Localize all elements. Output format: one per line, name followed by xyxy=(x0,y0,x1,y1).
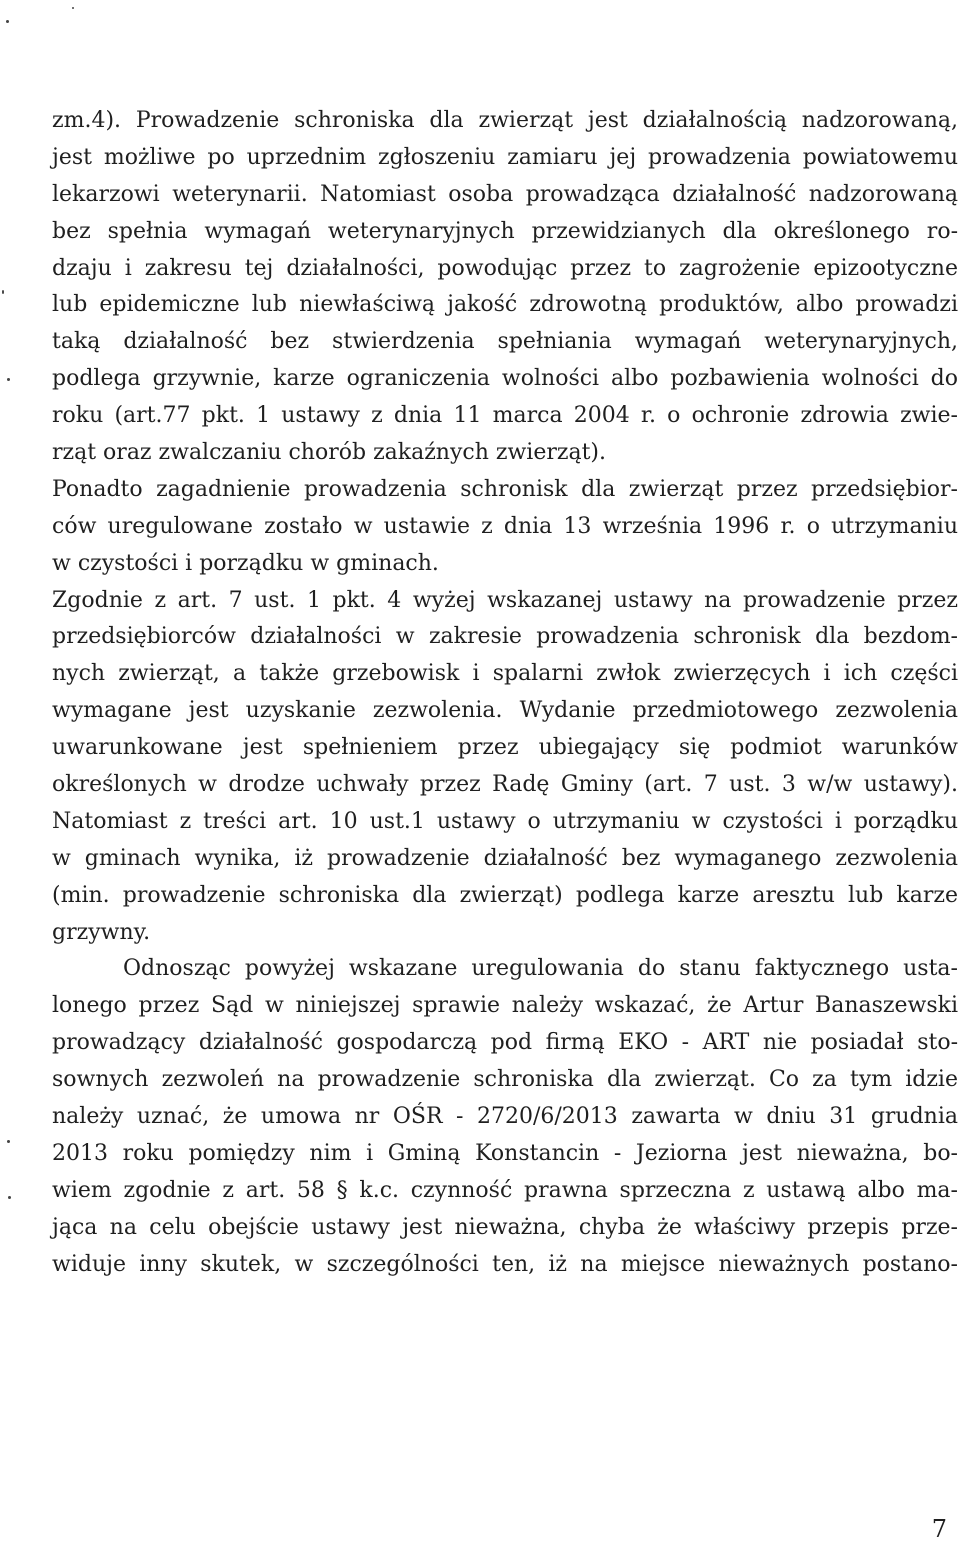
text-line: określonych w drodze uchwały przez Radę Gminy (art. 7 ust. 3 w/w ustawy). xyxy=(52,772,958,798)
text-line: w gminach wynika, iż prowadzenie działalność bez wymaganego zezwolenia xyxy=(52,845,958,871)
text-line: lonego przez Sąd w niniejszej sprawie należy wskazać, że Artur Banaszewski xyxy=(52,993,958,1019)
text-line: ców uregulowane zostało w ustawie z dnia 13 września 1996 r. o utrzymaniu xyxy=(52,513,958,539)
text-line: lub epidemiczne lub niewłaściwą jakość zdrowotną produktów, albo prowadzi xyxy=(52,292,958,318)
text-line: jąca na celu obejście ustawy jest nieważna, chyba że właściwy przepis prze- xyxy=(52,1214,958,1240)
text-line: nych zwierząt, a także grzebowisk i spalarni zwłok zwierzęcych i ich części xyxy=(52,661,958,687)
text-line: podlega grzywnie, karze ograniczenia wolności albo pozbawienia wolności do xyxy=(52,366,958,392)
text-line: wiem zgodnie z art. 58 § k.c. czynność prawna sprzeczna z ustawą albo ma- xyxy=(52,1177,958,1203)
text-line: bez spełnia wymagań weterynaryjnych przewidzianych dla określonego ro- xyxy=(52,218,958,244)
text-line: taką działalność bez stwierdzenia spełniania wymagań weterynaryjnych, xyxy=(52,329,958,355)
text-line: Odnosząc powyżej wskazane uregulowania do stanu faktycznego usta- xyxy=(123,956,958,982)
text-line: grzywny. xyxy=(52,919,151,945)
scan-speck xyxy=(72,7,74,9)
text-line: 2013 roku pomiędzy nim i Gminą Konstancin - Jeziorna jest nieważna, bo- xyxy=(52,1140,958,1166)
scan-speck xyxy=(8,1196,11,1199)
text-line: dzaju i zakresu tej działalności, powodując przez to zagrożenie epizootyczne xyxy=(52,255,958,281)
text-line: Ponadto zagadnienie prowadzenia schronisk dla zwierząt przez przedsiębior- xyxy=(52,476,958,502)
text-line: widuje inny skutek, w szczególności ten, iż na miejsce nieważnych postano- xyxy=(52,1251,958,1277)
body-text xyxy=(52,103,958,1284)
text-line: przedsiębiorców działalności w zakresie prowadzenia schronisk dla bezdom- xyxy=(52,624,958,650)
text-line: jest możliwe po uprzednim zgłoszeniu zamiaru jej prowadzenia powiatowemu xyxy=(52,144,958,170)
text-line: należy uznać, że umowa nr OŚR - 2720/6/2013 zawarta w dniu 31 grudnia xyxy=(52,1104,958,1130)
scan-speck xyxy=(6,20,9,23)
text-line: (min. prowadzenie schroniska dla zwierząt) podlega karze aresztu lub karze xyxy=(52,882,958,908)
text-line: wymagane jest uzyskanie zezwolenia. Wydanie przedmiotowego zezwolenia xyxy=(52,698,958,724)
text-line: sownych zezwoleń na prowadzenie schroniska dla zwierząt. Co za tym idzie xyxy=(52,1067,958,1093)
scan-speck xyxy=(7,378,10,381)
text-line: Natomiast z treści art. 10 ust.1 ustawy o utrzymaniu w czystości i porządku xyxy=(52,808,958,834)
text-line: w czystości i porządku w gminach. xyxy=(52,550,439,576)
text-line: zm.4). Prowadzenie schroniska dla zwierząt jest działalnością nadzorowaną, xyxy=(52,108,958,133)
text-line: roku (art.77 pkt. 1 ustawy z dnia 11 marca 2004 r. o ochronie zdrowia zwie- xyxy=(52,403,958,429)
page-number: 7 xyxy=(931,1515,947,1543)
text-line: lekarzowi weterynarii. Natomiast osoba prowadząca działalność nadzorowaną xyxy=(52,181,958,207)
text-line: uwarunkowane jest spełnieniem przez ubiegający się podmiot warunków xyxy=(52,735,958,761)
scan-speck xyxy=(2,290,4,294)
text-line: rząt oraz zwalczaniu chorób zakaźnych zwierząt). xyxy=(52,440,607,466)
text-line: prowadzący działalność gospodarczą pod firmą EKO - ART nie posiadał sto- xyxy=(52,1030,958,1056)
text-line: Zgodnie z art. 7 ust. 1 pkt. 4 wyżej wskazanej ustawy na prowadzenie przez xyxy=(52,587,958,613)
scan-speck xyxy=(7,1140,10,1143)
